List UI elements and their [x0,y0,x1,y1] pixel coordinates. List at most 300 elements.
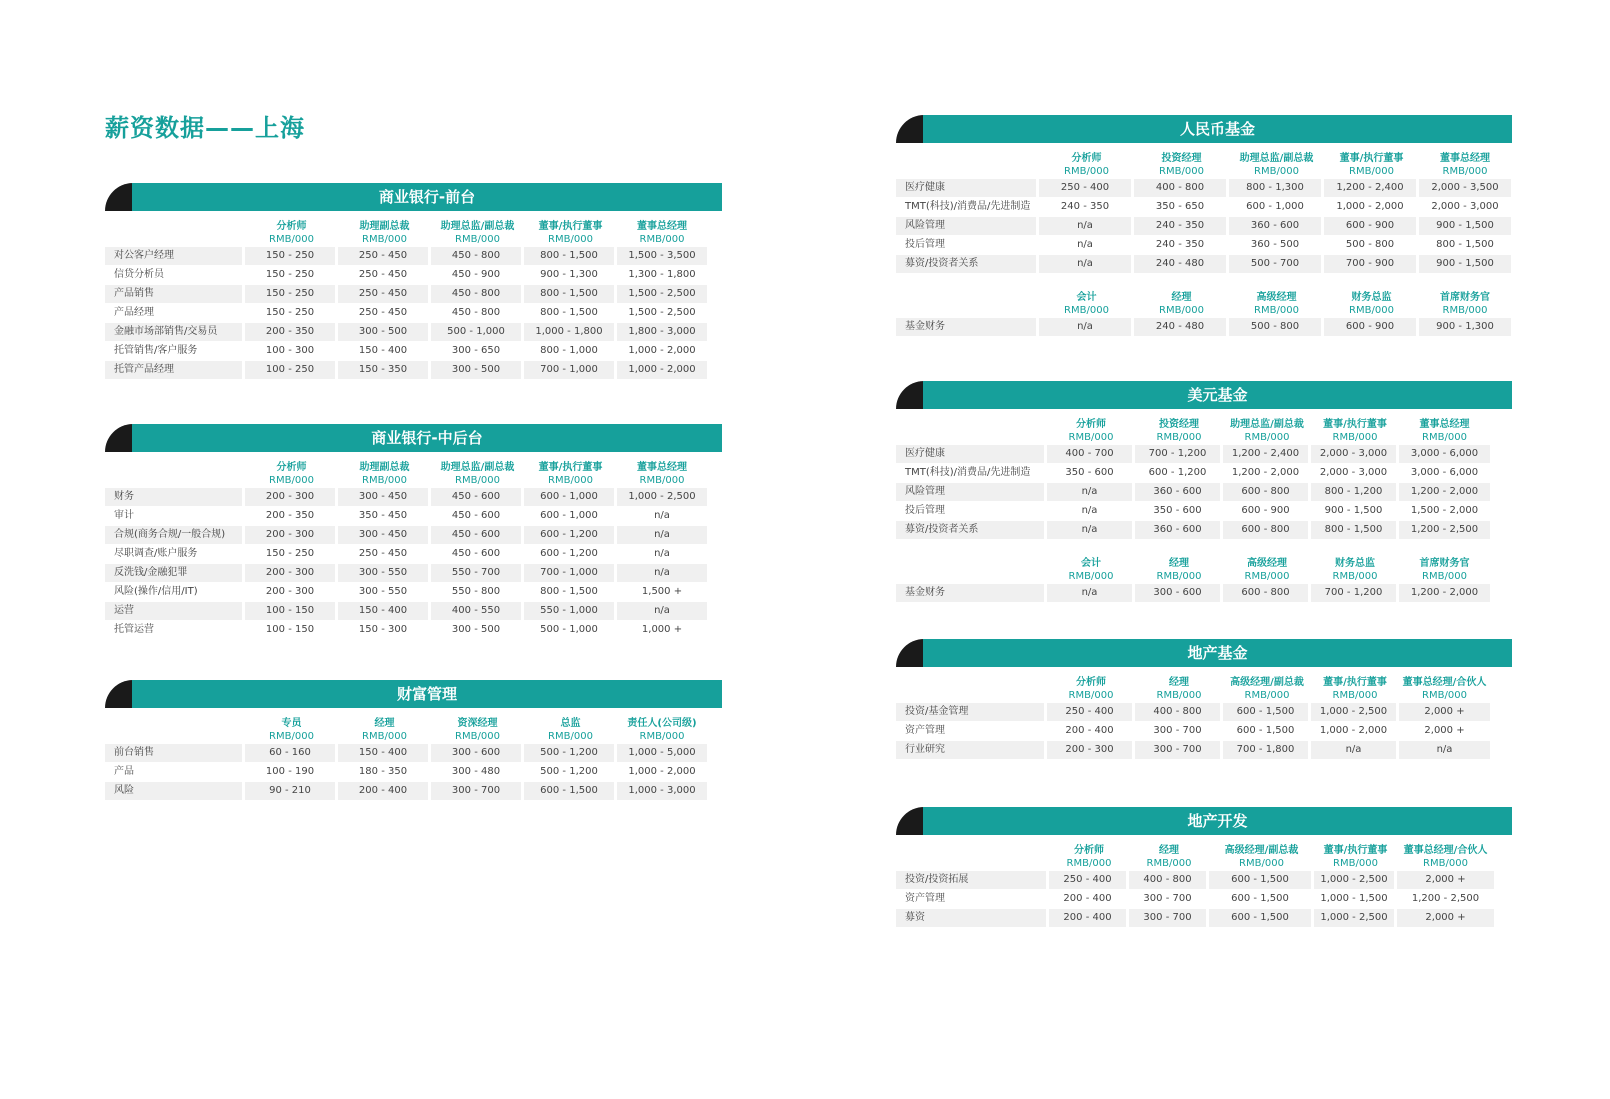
salary-cell: 360 - 600 [1135,483,1220,501]
column-unit: RMB/000 [1064,166,1109,177]
salary-cell: 400 - 800 [1135,703,1220,721]
column-header [1324,282,1419,318]
column-header [1223,409,1311,445]
salary-cell: 240 - 350 [1155,239,1205,250]
section-cb-back [105,424,722,640]
salary-cell: 450 - 600 [431,488,521,506]
column-title: 助理总监/副总裁 [440,462,515,473]
salary-cell: 400 - 550 [431,602,521,620]
salary-cell: 700 - 900 [1324,255,1416,273]
salary-cell: 250 - 400 [1047,703,1132,721]
column-unit: RMB/000 [1159,166,1204,177]
salary-cell: 240 - 480 [1134,255,1226,273]
salary-cell: 500 - 800 [1229,318,1321,336]
salary-cell: 2,000 + [1424,725,1465,736]
column-title: 董事/执行董事 [1323,845,1388,856]
salary-cell: 300 - 700 [1143,893,1192,904]
table-row [896,464,1512,482]
salary-cell: 900 - 1,300 [1419,318,1511,336]
salary-cell: 1,800 - 3,000 [617,323,707,341]
salary-cell: 450 - 600 [451,548,501,559]
column-unit: RMB/000 [1422,690,1467,701]
column-unit: RMB/000 [1442,305,1488,316]
column-title: 助理总监/副总裁 [1230,419,1304,430]
table-row [896,445,1512,463]
salary-cell: 600 - 1,200 [524,526,614,544]
column-title: 首席财务官 [1419,558,1470,569]
header-spacer [105,211,245,247]
table-row [896,722,1512,740]
column-title: 助理副总裁 [359,462,410,473]
row-label: 基金财务 [896,584,1044,602]
salary-cell: 800 - 1,500 [540,586,598,597]
column-header-row [105,211,722,247]
column-unit: RMB/000 [1064,305,1109,316]
salary-cell: 1,000 - 2,000 [1336,201,1404,212]
salary-cell: 1,300 - 1,800 [628,269,696,280]
column-header [1135,409,1223,445]
column-title: 分析师 [1074,845,1104,856]
salary-cell: 1,200 - 2,000 [1399,483,1490,501]
header-spacer [896,835,1049,871]
column-header [524,211,617,247]
salary-cell: 450 - 800 [431,247,521,265]
row-label: 资产管理 [905,893,945,904]
salary-cell: 800 - 1,500 [1436,239,1494,250]
row-label: 投后管理 [905,505,945,516]
group-gap [896,274,1512,282]
column-unit: RMB/000 [1068,571,1114,582]
column-header [1229,282,1324,318]
column-unit: RMB/000 [1332,571,1378,582]
salary-cell: 600 - 1,200 [1148,467,1207,478]
salary-cell: 300 - 600 [431,744,521,762]
salary-cell: 600 - 800 [1223,521,1308,539]
salary-cell: 600 - 900 [1241,505,1290,516]
salary-cell: 2,000 + [1399,703,1490,721]
column-header [1419,282,1511,318]
column-header [1049,835,1129,871]
table-row [105,247,722,265]
salary-cell: 1,000 + [641,624,683,635]
column-unit: RMB/000 [1422,571,1467,582]
salary-cell: 360 - 500 [1250,239,1300,250]
salary-cell: 450 - 800 [451,307,501,318]
section-cb-front [105,183,722,380]
column-header [1135,667,1223,703]
column-unit: RMB/000 [362,234,407,245]
column-header [1047,548,1135,584]
salary-cell: 600 - 800 [1223,584,1308,602]
column-header [1129,835,1209,871]
column-unit: RMB/000 [1066,858,1112,869]
salary-cell: 150 - 400 [338,602,428,620]
section-header [896,639,1512,667]
salary-cell: 1,000 - 5,000 [617,744,707,762]
column-header [1397,835,1494,871]
column-title: 首席财务官 [1440,292,1490,303]
column-header [617,452,707,488]
salary-cell: 360 - 600 [1135,521,1220,539]
salary-cell: 200 - 300 [245,564,335,582]
salary-cell: 500 - 700 [1229,255,1321,273]
salary-cell: 500 - 1,000 [540,624,598,635]
salary-cell: 400 - 800 [1134,179,1226,197]
row-label: 投资/投资拓展 [896,871,1046,889]
column-header [1311,409,1399,445]
salary-cell: 600 - 1,500 [1223,703,1308,721]
salary-cell: 180 - 350 [358,766,408,777]
table-row [105,323,722,341]
salary-cell: 1,000 - 3,000 [617,782,707,800]
column-header [1399,548,1490,584]
column-title: 董事/执行董事 [1323,677,1387,688]
salary-cell: 250 - 400 [1039,179,1131,197]
row-label: 募资/投资者关系 [896,521,1044,539]
column-header [431,211,524,247]
salary-cell: 1,500 - 2,000 [1410,505,1479,516]
table-row [105,763,722,781]
salary-cell: 200 - 350 [245,323,335,341]
salary-cell: 250 - 450 [338,285,428,303]
row-label: 基金财务 [896,318,1036,336]
salary-cell: 360 - 600 [1229,217,1321,235]
salary-cell: 600 - 1,000 [540,510,598,521]
salary-cell: 300 - 500 [451,624,501,635]
salary-cell: 1,000 - 2,000 [617,361,707,379]
column-title: 助理总监/副总裁 [1239,153,1314,164]
column-title: 董事/执行董事 [538,221,603,232]
table-row [896,198,1512,216]
salary-cell: 150 - 400 [358,345,408,356]
column-title: 董事总经理 [637,462,687,473]
column-header [1314,835,1397,871]
salary-cell: 2,000 - 3,000 [1319,467,1388,478]
column-unit: RMB/000 [455,234,500,245]
table-row [105,744,722,762]
column-header [1311,548,1399,584]
salary-cell: 450 - 600 [431,526,521,544]
salary-cell: 1,000 - 2,500 [617,488,707,506]
column-unit: RMB/000 [639,234,685,245]
column-title: 董事总经理 [1419,419,1470,430]
salary-cell: 600 - 1,500 [1236,725,1295,736]
section-title: 地产基金 [923,639,1512,667]
row-label: 募资/投资者关系 [896,255,1036,273]
column-header [1311,667,1399,703]
column-header-row [105,708,722,744]
column-title: 董事总经理 [637,221,687,232]
column-unit: RMB/000 [639,731,685,742]
column-header [1223,667,1311,703]
column-unit: RMB/000 [1156,432,1202,443]
salary-cell: 200 - 300 [265,586,315,597]
table-row [105,304,722,322]
salary-cell: 2,000 - 3,000 [1311,445,1396,463]
salary-cell: 150 - 250 [265,307,315,318]
salary-cell: 300 - 450 [338,526,428,544]
column-unit: RMB/000 [1332,690,1378,701]
column-unit: RMB/000 [362,731,407,742]
column-title: 资深经理 [457,718,498,729]
table-row [896,236,1512,254]
column-header [524,452,617,488]
column-header-row [896,667,1512,703]
salary-cell: 300 - 550 [338,564,428,582]
salary-cell: 240 - 350 [1060,201,1110,212]
section-rmb-fund [896,115,1512,337]
row-label: 财务 [105,488,242,506]
row-label: 风险管理 [896,483,1044,501]
table-row [896,318,1512,336]
salary-cell: 150 - 250 [265,548,315,559]
row-label: 托管运营 [114,624,154,635]
table-row [896,217,1512,235]
salary-cell: 2,000 + [1397,909,1494,927]
column-header [1209,835,1314,871]
row-label: 风险(操作/信用/IT) [114,586,198,597]
row-label: 合规(商务合规/一般合规) [105,526,242,544]
salary-cell: 1,500 - 2,500 [617,285,707,303]
salary-cell: n/a [1399,741,1490,759]
salary-cell: n/a [654,548,670,559]
column-unit: RMB/000 [1244,690,1290,701]
salary-cell: 800 - 1,500 [524,247,614,265]
table-row [896,584,1512,602]
column-title: 董事总经理/合伙人 [1402,677,1487,688]
salary-cell: 450 - 600 [451,510,501,521]
salary-cell: 1,000 - 1,800 [524,323,614,341]
salary-cell: 1,000 - 2,500 [1314,909,1394,927]
salary-cell: 60 - 160 [245,744,335,762]
row-label: 产品 [114,766,134,777]
table-row [896,703,1512,721]
row-label: 医疗健康 [896,179,1036,197]
column-unit: RMB/000 [548,475,593,486]
table-row [896,871,1512,889]
section-title: 商业银行-前台 [132,183,722,211]
section-re-fund [896,639,1512,760]
column-unit: RMB/000 [269,234,314,245]
page-title: 薪资数据——上海 [105,114,305,142]
header-spacer [896,667,1047,703]
column-title: 助理总监/副总裁 [440,221,515,232]
salary-cell: 250 - 450 [358,548,408,559]
column-title: 经理 [1171,292,1192,303]
column-title: 分析师 [276,221,307,232]
column-title: 责任人(公司级) [627,718,697,729]
column-header [1399,667,1490,703]
salary-cell: 1,200 - 2,400 [1324,179,1416,197]
row-label: 尽职调查/账户服务 [114,548,198,559]
salary-cell: 200 - 300 [245,526,335,544]
column-unit: RMB/000 [1244,571,1290,582]
column-unit: RMB/000 [1068,432,1114,443]
row-label: 产品销售 [105,285,242,303]
section-header [105,680,722,708]
salary-cell: 150 - 250 [245,247,335,265]
column-header [1324,143,1419,179]
salary-cell: 1,200 - 2,000 [1231,467,1300,478]
salary-cell: 800 - 1,300 [1229,179,1321,197]
column-unit: RMB/000 [1254,166,1299,177]
salary-cell: 1,000 - 2,000 [628,766,696,777]
column-title: 高级经理/副总裁 [1224,845,1299,856]
salary-cell: 150 - 250 [265,269,315,280]
salary-cell: 1,200 - 2,500 [1399,521,1490,539]
salary-cell: 700 - 1,800 [1223,741,1308,759]
column-title: 经理 [1169,677,1189,688]
salary-cell: 900 - 1,500 [1419,217,1511,235]
column-title: 经理 [1169,558,1189,569]
salary-cell: 240 - 350 [1134,217,1226,235]
salary-cell: 100 - 300 [265,345,315,356]
salary-cell: 300 - 600 [1135,584,1220,602]
column-title: 分析师 [1076,419,1106,430]
salary-cell: n/a [1311,741,1396,759]
section-title: 财富管理 [132,680,722,708]
salary-cell: 300 - 700 [1135,741,1220,759]
column-title: 专员 [281,718,302,729]
table-row [105,285,722,303]
salary-cell: 3,000 - 6,000 [1410,467,1479,478]
column-title: 分析师 [276,462,307,473]
column-title: 高级经理 [1247,558,1287,569]
column-unit: RMB/000 [1146,858,1192,869]
salary-cell: 200 - 400 [1065,725,1114,736]
salary-cell: 150 - 400 [338,744,428,762]
salary-cell: 800 - 1,500 [540,307,598,318]
salary-cell: 300 - 500 [338,323,428,341]
column-header-row [896,548,1512,584]
salary-cell: 600 - 1,200 [540,548,598,559]
row-label: 医疗健康 [896,445,1044,463]
salary-cell: 2,000 - 3,000 [1431,201,1499,212]
column-header [617,211,707,247]
table-row [105,488,722,506]
salary-cell: 400 - 800 [1129,871,1206,889]
column-unit: RMB/000 [1244,432,1290,443]
row-label: 投后管理 [905,239,945,250]
column-header [1039,282,1134,318]
salary-cell: 200 - 400 [338,782,428,800]
section-title: 美元基金 [923,381,1512,409]
table-row [896,502,1512,520]
column-unit: RMB/000 [1156,571,1202,582]
column-header [1229,143,1324,179]
row-label: 金融市场部销售/交易员 [105,323,242,341]
salary-cell: 1,000 - 2,000 [628,345,696,356]
section-wealth [105,680,722,801]
column-unit: RMB/000 [1159,305,1204,316]
table-row [105,621,722,639]
section-header [896,115,1512,143]
column-title: 会计 [1081,558,1101,569]
salary-cell: 500 - 1,200 [540,766,598,777]
section-title: 商业银行-中后台 [132,424,722,452]
column-header [338,452,431,488]
section-re-dev [896,807,1512,928]
salary-cell: 1,200 - 2,500 [1411,893,1480,904]
table-row [896,890,1512,908]
salary-cell: 150 - 250 [245,285,335,303]
salary-cell: 300 - 650 [451,345,501,356]
column-unit: RMB/000 [269,475,314,486]
salary-cell: 300 - 700 [1129,909,1206,927]
column-header [1047,667,1135,703]
salary-cell: 600 - 800 [1223,483,1308,501]
salary-cell: 900 - 1,300 [540,269,598,280]
row-label: 产品经理 [114,307,154,318]
column-header [338,708,431,744]
salary-cell: n/a [1047,584,1132,602]
column-unit: RMB/000 [1349,166,1394,177]
header-spacer [105,452,245,488]
table-row [105,602,722,620]
column-header-row [896,835,1512,871]
salary-cell: 300 - 480 [451,766,501,777]
column-header [431,708,524,744]
row-label: 信贷分析员 [114,269,164,280]
column-title: 董事/执行董事 [538,462,603,473]
salary-cell: 250 - 450 [358,307,408,318]
salary-cell: 300 - 500 [431,361,521,379]
column-header-row [896,143,1512,179]
salary-cell: n/a [1039,318,1131,336]
header-spacer [896,548,1047,584]
salary-cell: 350 - 600 [1153,505,1202,516]
row-label: 运营 [105,602,242,620]
salary-cell: 300 - 550 [358,586,408,597]
salary-cell: n/a [1047,483,1132,501]
table-row [896,483,1512,501]
column-unit: RMB/000 [1254,305,1299,316]
salary-cell: 100 - 250 [245,361,335,379]
salary-cell: 1,000 - 2,500 [1314,871,1394,889]
column-header [617,708,707,744]
salary-cell: n/a [617,564,707,582]
table-row [105,507,722,525]
column-header [1399,409,1490,445]
column-header [1134,282,1229,318]
column-unit: RMB/000 [1423,858,1468,869]
salary-cell: n/a [1081,505,1098,516]
table-row [105,361,722,379]
column-unit: RMB/000 [1156,690,1202,701]
salary-cell: 100 - 190 [265,766,315,777]
salary-cell: 600 - 1,000 [1246,201,1304,212]
salary-cell: 600 - 1,500 [1231,893,1289,904]
column-title: 董事总经理 [1440,153,1490,164]
salary-cell: 550 - 800 [451,586,501,597]
column-title: 分析师 [1076,677,1106,688]
salary-cell: 550 - 700 [431,564,521,582]
group-gap [896,540,1512,548]
salary-cell: 700 - 1,200 [1311,584,1396,602]
column-header-row [896,282,1512,318]
section-header [896,381,1512,409]
column-unit: RMB/000 [1349,305,1394,316]
column-unit: RMB/000 [269,731,314,742]
table-row [105,782,722,800]
salary-cell: 400 - 700 [1047,445,1132,463]
salary-cell: 600 - 900 [1324,318,1416,336]
salary-cell: n/a [654,510,670,521]
column-header [431,452,524,488]
section-header [105,424,722,452]
salary-cell: 500 - 800 [1345,239,1395,250]
salary-cell: 2,000 - 3,500 [1419,179,1511,197]
